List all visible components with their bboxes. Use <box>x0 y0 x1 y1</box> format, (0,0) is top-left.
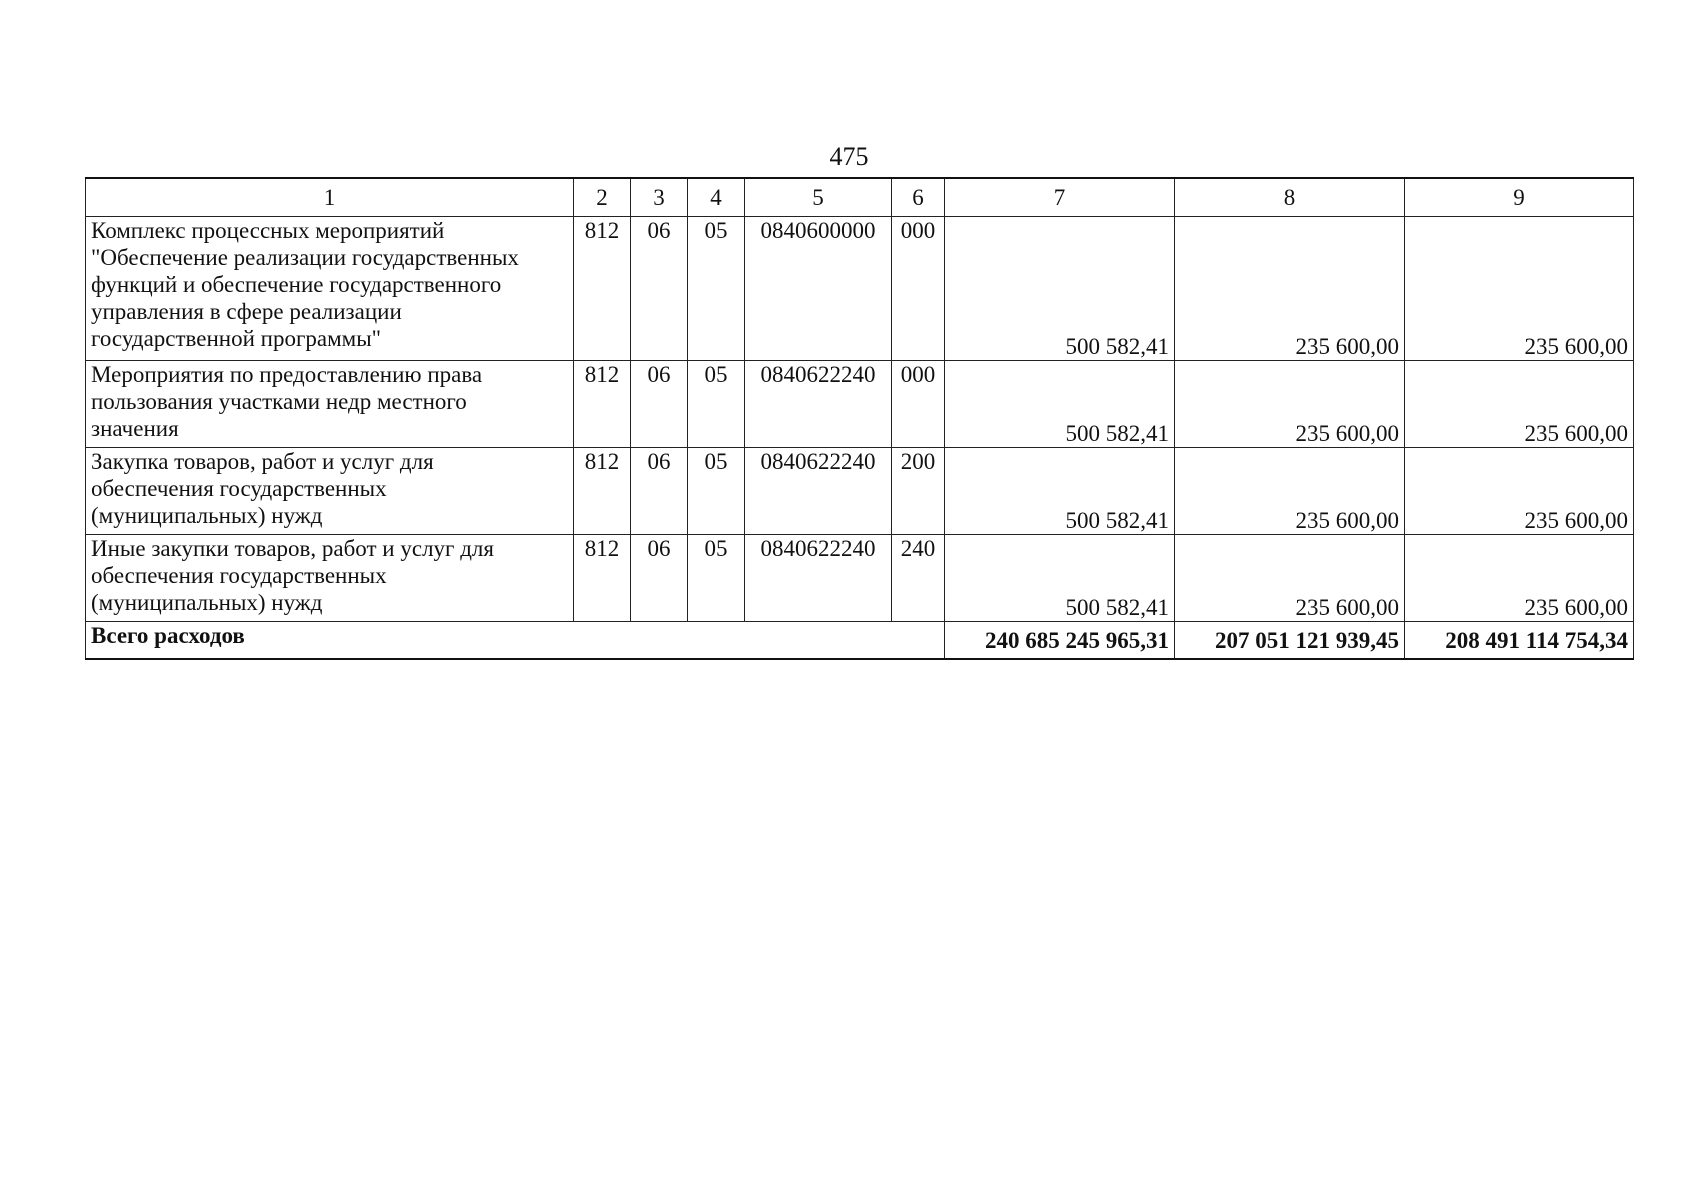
total-label: Всего расходов <box>86 622 945 660</box>
total-col-8: 207 051 121 939,45 <box>1175 622 1405 660</box>
table-row <box>86 361 1634 448</box>
amount-col-8: 235 600,00 <box>1175 448 1405 535</box>
row-name-line: (муниципальных) нужд <box>91 590 323 615</box>
col-header-2: 2 <box>574 178 631 217</box>
row-name-line: пользования участками недр местного <box>91 389 467 414</box>
target-article-code: 0840622240 <box>745 361 892 448</box>
row-name-line: обеспечения государственных <box>91 476 387 501</box>
row-name <box>86 535 574 622</box>
row-name-line: "Обеспечение реализации государственных <box>91 245 519 270</box>
amount-col-9: 235 600,00 <box>1405 217 1634 361</box>
column-number-row <box>86 178 1634 217</box>
ministry-code: 812 <box>574 217 631 361</box>
amount-col-9: 235 600,00 <box>1405 448 1634 535</box>
total-col-9: 208 491 114 754,34 <box>1405 622 1634 660</box>
target-article-code: 0840622240 <box>745 448 892 535</box>
page-number: 475 <box>829 142 869 171</box>
row-name <box>86 448 574 535</box>
target-article-code: 0840622240 <box>745 535 892 622</box>
col-header-3: 3 <box>631 178 688 217</box>
row-name <box>86 361 574 448</box>
amount-col-8: 235 600,00 <box>1175 217 1405 361</box>
row-name-line: функций и обеспечение государственного <box>91 272 502 297</box>
row-name-line: Иные закупки товаров, работ и услуг для <box>91 536 494 561</box>
expense-type-code: 000 <box>892 361 945 448</box>
amount-col-7: 500 582,41 <box>945 217 1175 361</box>
col-header-4: 4 <box>688 178 745 217</box>
ministry-code: 812 <box>574 361 631 448</box>
row-name-line: значения <box>91 416 179 441</box>
section-code: 06 <box>631 217 688 361</box>
row-name-line: государственной программы" <box>91 326 382 351</box>
section-code: 06 <box>631 448 688 535</box>
col-header-5: 5 <box>745 178 892 217</box>
subsection-code: 05 <box>688 535 745 622</box>
table-row <box>86 535 1634 622</box>
col-header-8: 8 <box>1175 178 1405 217</box>
table-row <box>86 448 1634 535</box>
row-name <box>86 217 574 361</box>
total-col-7: 240 685 245 965,31 <box>945 622 1175 660</box>
col-header-7: 7 <box>945 178 1175 217</box>
section-code: 06 <box>631 361 688 448</box>
amount-col-9: 235 600,00 <box>1405 535 1634 622</box>
expense-type-code: 200 <box>892 448 945 535</box>
section-code: 06 <box>631 535 688 622</box>
subsection-code: 05 <box>688 448 745 535</box>
subsection-code: 05 <box>688 217 745 361</box>
row-name-line: управления в сфере реализации <box>91 299 402 324</box>
row-name-line: (муниципальных) нужд <box>91 503 323 528</box>
total-row <box>86 622 1634 660</box>
col-header-9: 9 <box>1405 178 1634 217</box>
col-header-6: 6 <box>892 178 945 217</box>
row-name-line: Закупка товаров, работ и услуг для <box>91 449 434 474</box>
table-row <box>86 217 1634 361</box>
row-name-line: Мероприятия по предоставлению права <box>91 362 483 387</box>
amount-col-9: 235 600,00 <box>1405 361 1634 448</box>
ministry-code: 812 <box>574 448 631 535</box>
expense-type-code: 240 <box>892 535 945 622</box>
amount-col-8: 235 600,00 <box>1175 535 1405 622</box>
amount-col-8: 235 600,00 <box>1175 361 1405 448</box>
amount-col-7: 500 582,41 <box>945 535 1175 622</box>
amount-col-7: 500 582,41 <box>945 448 1175 535</box>
row-name-line: обеспечения государственных <box>91 563 387 588</box>
amount-col-7: 500 582,41 <box>945 361 1175 448</box>
ministry-code: 812 <box>574 535 631 622</box>
row-name-line: Комплекс процессных мероприятий <box>91 218 445 243</box>
col-header-1: 1 <box>86 178 574 217</box>
budget-table <box>85 177 1634 660</box>
target-article-code: 0840600000 <box>745 217 892 361</box>
expense-type-code: 000 <box>892 217 945 361</box>
subsection-code: 05 <box>688 361 745 448</box>
